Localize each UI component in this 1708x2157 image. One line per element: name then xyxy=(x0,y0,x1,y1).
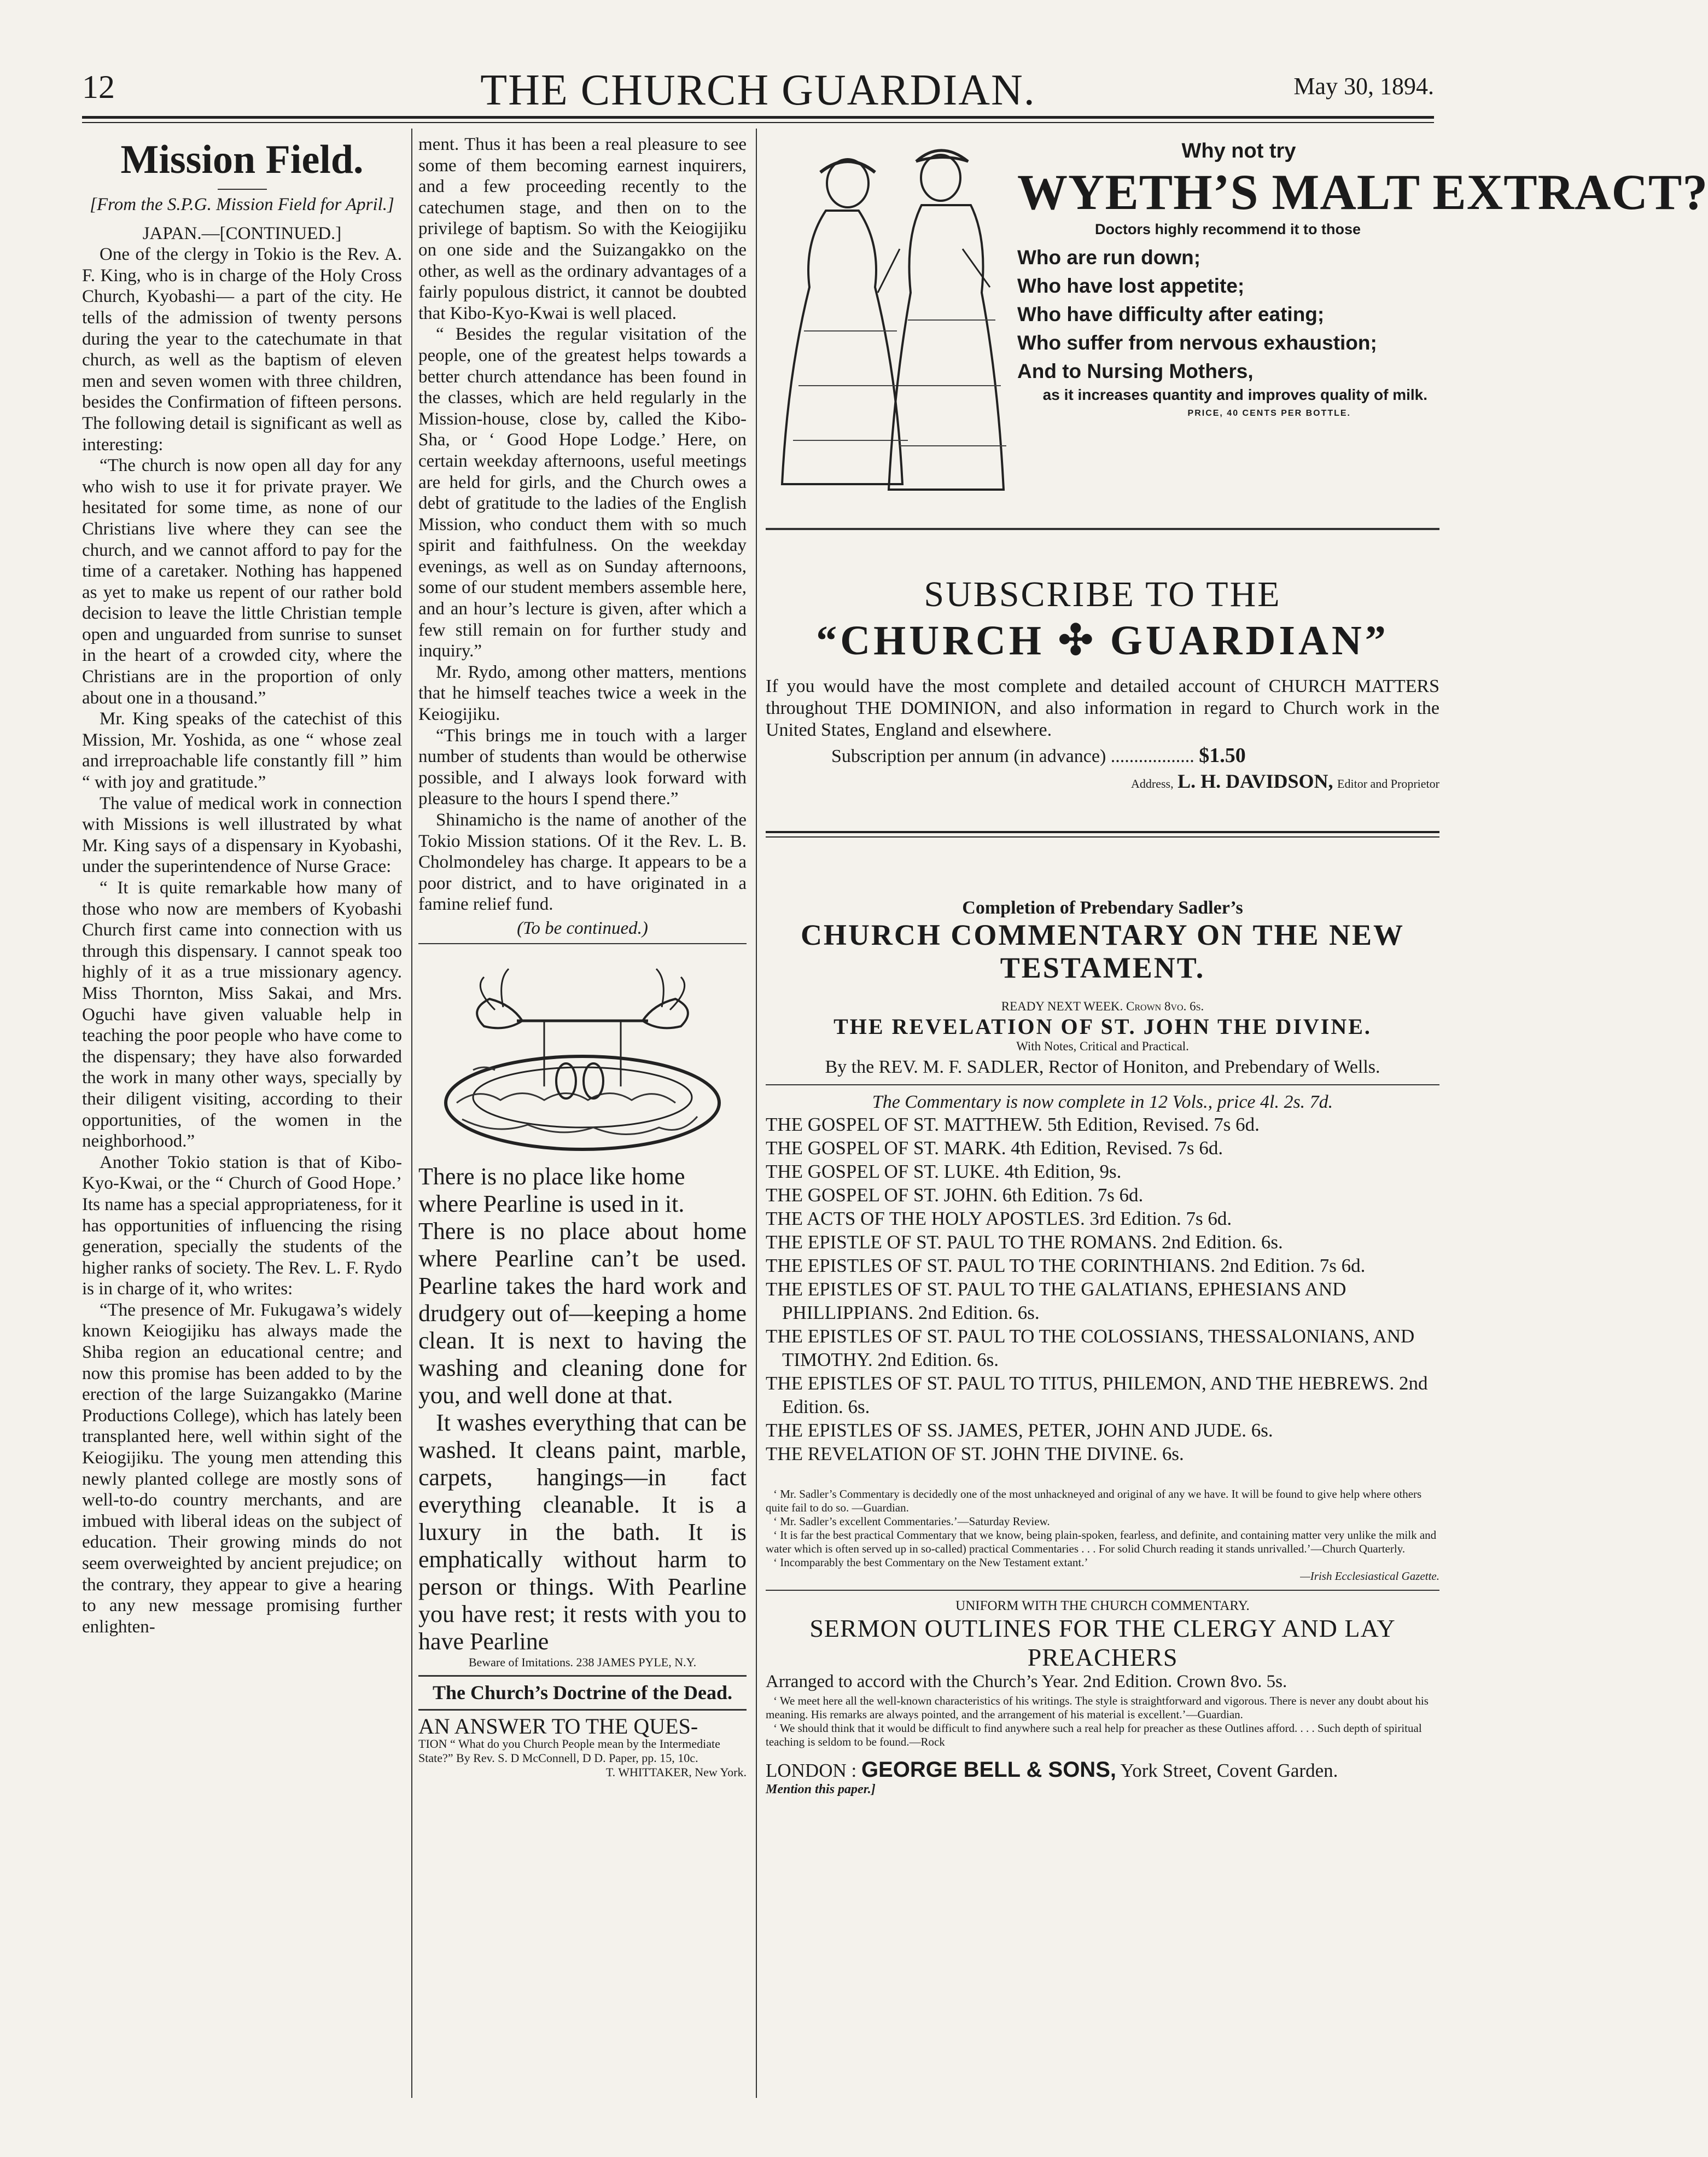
sadler-complete: The Commentary is now complete in 12 Vols., price 4l. 2s. 7d. xyxy=(872,1092,1333,1112)
wyeth-doctors: Doctors highly recommend it to those xyxy=(1094,221,1361,237)
column-divider xyxy=(756,129,757,2098)
sadler-notes: With Notes, Critical and Practical. xyxy=(1016,1039,1189,1053)
article-paragraph: The value of medical work in connection with Missions is well illustrated by what Mr. King says of a dispensary in Kyobashi, under the superintendence of Nurse Grace: xyxy=(82,793,402,877)
review-quote: ‘ Mr. Sadler’s Commentary is decidedly one of the most unhackneyed and original of any we have. It will be found to give help where others quite fail to do so. —Guardian. xyxy=(766,1487,1422,1514)
divider xyxy=(218,189,267,190)
sadler-reviews xyxy=(766,1487,1439,1583)
volume-item: THE EPISTLES OF SS. JAMES, PETER, JOHN AND JUDE. 6s. xyxy=(766,1420,1273,1441)
wyeth-who-list xyxy=(1017,243,1438,386)
volume-item: THE EPISTLE OF ST. PAUL TO THE ROMANS. 2nd Edition. 6s. xyxy=(766,1231,1283,1253)
divider xyxy=(766,528,1439,530)
sadler-completion: Completion of Prebendary Sadler’s xyxy=(962,898,1243,918)
review-quote: ‘ We should think that it would be difficult to find anywhere such a real help for preacher as these Outlines afford. . . . Such depth of spiritual teaching is seldom to be found.—Rock xyxy=(766,1722,1422,1748)
masthead-rule xyxy=(82,116,1434,123)
article-paragraph: Mr. Rydo, among other matters, mentions that he himself teaches twice a week in the Keiogijiku. xyxy=(418,662,747,725)
column-advertisements xyxy=(766,134,1708,2103)
volume-item: THE EPISTLES OF ST. PAUL TO THE GALATIANS, EPHESIANS AND PHILLIPPIANS. 2nd Edition. 6s. xyxy=(766,1278,1346,1323)
subscribe-line-2: “CHURCH ✣ GUARDIAN” xyxy=(816,618,1389,664)
column-mission-field xyxy=(82,134,402,2103)
volume-item: THE GOSPEL OF ST. LUKE. 4th Edition, 9s. xyxy=(766,1161,1122,1182)
sadler-author: By the REV. M. F. SADLER, Rector of Honiton, and Prebendary of Wells. xyxy=(825,1057,1380,1077)
article-paragraph: “ It is quite remarkable how many of those who now are members of Kyobashi Church first came into connection with us through this dispensary. I cannot speak too highly of it as a true missionary agency. Miss Thornton, Miss Sakai, and Mrs. Oguchi have given valuable help in teaching the poor people who have come to the dispensary; they have also forwarded the work in many other ways, specially by their diligent visiting, according to their opportunities, of the women in the neighborhood.” xyxy=(82,878,402,1152)
review-quote: ‘ It is far the best practical Commentary that we know, being plain-spoken, fearless, and definite, and containing matter very unlike the milk and water which is often served up in so-called) practical Commentaries . . . For solid Church reading it stands unrivalled.’—Church Quarterly. xyxy=(766,1528,1437,1555)
article-heading: Mission Field. xyxy=(120,137,364,182)
pearline-nest-illustration xyxy=(418,943,747,1163)
subscribe-body: If you would have the most complete and detailed account of CHURCH MATTERS throughout THE DOMINION, and also information in regard to Church work in the United States, England and elsewhere. xyxy=(766,676,1439,740)
article-paragraph: Another Tokio station is that of Kibo-Kyo-Kwai, or the “ Church of Good Hope.’ Its name has a special appropriateness, for it has opportunities of influencing the rising generation, specially the students of the higher ranks of society. The Rev. L. F. Rydo is in charge of it, who writes: xyxy=(82,1152,402,1299)
divider xyxy=(766,1084,1439,1085)
wyeth-why: Why not try xyxy=(1181,139,1296,162)
review-quote: ‘ We meet here all the well-known characteristics of his writings. The style is straightforward and vigorous. There is never any doubt about his meaning. His remarks are always pointed, and the arrangement of his material is excellent.’—Guardian. xyxy=(766,1694,1429,1721)
volume-item: THE EPISTLES OF ST. PAUL TO TITUS, PHILEMON, AND THE HEBREWS. 2nd Edition. 6s. xyxy=(766,1373,1428,1417)
subscribe-advertisement xyxy=(766,574,1439,793)
publisher-address: York Street, Covent Garden. xyxy=(1120,1760,1338,1781)
article-paragraph: “The presence of Mr. Fukugawa’s widely known Keiogijiku has always made the Shiba region an educational centre; and now this promise has been added to by the erection of the large Suizangakko (Marine Productions College), which has lately been transplanted here, well within sight of the Keiogijiku. The young men attending this newly planted college are mostly sons of well-to-do country merchants, and are imbued with liberal ideas on the subject of education. Their growing minds do not seem overweighted by ancient prejudice; on the contrary, they appear to give a hearing to any new message promising further enlighten- xyxy=(82,1300,402,1637)
review-quote: ‘ Mr. Sadler’s excellent Commentaries.’—Saturday Review. xyxy=(773,1515,1050,1528)
doctrine-answer-lead: AN ANSWER TO THE QUES- xyxy=(418,1713,698,1739)
divider xyxy=(418,1709,747,1711)
newspaper-title: THE CHURCH GUARDIAN. xyxy=(480,66,1036,114)
wyeth-who-item: Who have lost appetite; xyxy=(1017,275,1245,297)
page-number: 12 xyxy=(82,69,115,105)
sermon-reviews xyxy=(766,1694,1439,1749)
address-role: Editor and Proprietor xyxy=(1337,777,1439,790)
sermon-arranged: Arranged to accord with the Church’s Year. 2nd Edition. Crown 8vo. 5s. xyxy=(766,1672,1287,1691)
subscribe-line-1: SUBSCRIBE TO THE xyxy=(924,574,1281,614)
subscribe-price: $1.50 xyxy=(1199,744,1246,767)
section-heading: JAPAN.—[CONTINUED.] xyxy=(142,223,342,243)
masthead xyxy=(0,0,1516,131)
article-paragraph: “This brings me in touch with a larger number of students than would be otherwise possible, and I always look forward with pleasure to the hours I spend there.” xyxy=(418,725,747,809)
nest-illustration xyxy=(418,944,747,1163)
column-continued xyxy=(418,134,747,2103)
article-paragraph: “ Besides the regular visitation of the people, one of the greatest helps towards a better church attendance has been found in the classes, which are held regularly in the Mission-house, close by, called the Kibo-Sha, or ‘ Good Hope Lodge.’ Here, on certain weekday afternoons, useful meetings are held for girls, and the Church owes a debt of gratitude to the ladies of the English Mission, who conduct them with so much spirit and faithfulness. On the weekday evenings, as well as on Sunday afternoons, some of our student members assemble here, and an hour’s lecture is given, after which a few still remain on for further study and inquiry.” xyxy=(418,324,747,661)
to-be-continued: (To be continued.) xyxy=(517,918,648,938)
wyeth-product-name: WYETH’S MALT EXTRACT? xyxy=(1017,164,1708,220)
volume-item: THE GOSPEL OF ST. MARK. 4th Edition, Revised. 7s 6d. xyxy=(766,1137,1223,1159)
wyeth-increases: as it increases quantity and improves quality of milk. xyxy=(1042,386,1427,403)
wyeth-copy xyxy=(1017,139,1708,418)
pearline-lead: There is no place like home xyxy=(418,1162,685,1190)
volume-item: THE GOSPEL OF ST. JOHN. 6th Edition. 7s 6d. xyxy=(766,1184,1144,1206)
doctrine-publisher: T. WHITTAKER, New York. xyxy=(605,1765,747,1780)
volume-item: THE EPISTLES OF ST. PAUL TO THE CORINTHIANS. 2nd Edition. 7s 6d. xyxy=(766,1255,1366,1276)
volume-item: THE REVELATION OF ST. JOHN THE DIVINE. 6s. xyxy=(766,1443,1184,1464)
article-paragraph: Mr. King speaks of the catechist of this Mission, Mr. Yoshida, as one “ whose zeal and irreproachable life constantly fill ” him “ with joy and gratitude.” xyxy=(82,709,402,793)
wyeth-price: PRICE, 40 CENTS PER BOTTLE. xyxy=(1187,409,1351,418)
doctrine-answer-body: TION “ What do you Church People mean by the Intermediate State?” By Rev. S. D McConnell, D D. Paper, pp. 15, 10c. xyxy=(418,1737,720,1765)
volume-list xyxy=(766,1113,1439,1466)
pearline-lead-2: where Pearline is used in it. xyxy=(418,1190,685,1217)
pearline-advertisement xyxy=(418,1163,747,1670)
volume-item: THE EPISTLES OF ST. PAUL TO THE COLOSSIANS, THESSALONIANS, AND TIMOTHY. 2nd Edition. 6s. xyxy=(766,1325,1415,1370)
wyeth-who-item: Who suffer from nervous exhaustion; xyxy=(1017,332,1377,354)
volume-item: THE ACTS OF THE HOLY APOSTLES. 3rd Edition. 7s 6d. xyxy=(766,1208,1232,1229)
pearline-paragraph: There is no place about home where Pearline can’t be used. Pearline takes the hard work and drudgery out of—keeping a home clean. It is next to having the washing and cleaning done for you, and well done at that. xyxy=(418,1217,747,1409)
sadler-ready: READY NEXT WEEK. Crown 8vo. 6s. xyxy=(1001,999,1204,1013)
sadler-advertisement xyxy=(766,898,1439,1797)
wyeth-who-item: Who have difficulty after eating; xyxy=(1017,303,1325,325)
subscribe-address xyxy=(766,770,1439,793)
address-label: Address, xyxy=(1131,777,1174,790)
address-name: L. H. DAVIDSON, xyxy=(1177,770,1333,792)
article-source: [From the S.P.G. Mission Field for April.] xyxy=(90,195,394,214)
review-source: —Irish Ecclesiastical Gazette. xyxy=(1300,1569,1439,1583)
doctrine-title: The Church’s Doctrine of the Dead. xyxy=(433,1681,732,1703)
article-paragraph: “The church is now open all day for any who wish to use it for private prayer. We hesitated for some time, as none of our Christians live where they can see the church, and we cannot afford to pay for the time of a caretaker. Nothing has happened as yet to make us repent of our rather bold decision to leave the little Christian temple open and unguarded from sunrise to sunset in the heart of a crowded city, where the Christians are in the proportion of only about one in a thousand.” xyxy=(82,456,402,708)
wyeth-advertisement xyxy=(766,134,1708,528)
column-divider xyxy=(411,129,412,2098)
subscribe-price-label: Subscription per annum (in advance) .................. xyxy=(831,746,1194,766)
london-label: LONDON : xyxy=(766,1760,857,1781)
sermon-outlines-title: SERMON OUTLINES FOR THE CLERGY AND LAY PREACHERS xyxy=(809,1614,1396,1671)
two-women-illustration xyxy=(782,139,1012,511)
pearline-footer: Beware of Imitations. 238 JAMES PYLE, N.Y. xyxy=(468,1655,697,1669)
publisher-line xyxy=(766,1758,1439,1782)
divider xyxy=(418,1675,747,1677)
review-quote: ‘ Incomparably the best Commentary on the New Testament extant.’ xyxy=(773,1556,1088,1569)
article-paragraph: ment. Thus it has been a real pleasure to see some of them becoming earnest inquirers, and a few proceeding recently to the catechumen stage, and then on to the privilege of baptism. So with the Keiogijiku on one side and the Suizangakko on the other, as well as the ordinary advantages of a fairly populous district, it cannot be doubted that Kibo-Kyo-Kwai is well placed. xyxy=(418,135,747,323)
wyeth-who-item: And to Nursing Mothers, xyxy=(1017,360,1254,382)
publisher-name: GEORGE BELL & SONS, xyxy=(861,1758,1116,1782)
sadler-revelation: THE REVELATION OF ST. JOHN THE DIVINE. xyxy=(833,1014,1372,1039)
mention-paper: Mention this paper.] xyxy=(766,1782,876,1796)
issue-date: May 30, 1894. xyxy=(1293,73,1434,100)
uniform-note: UNIFORM WITH THE CHURCH COMMENTARY. xyxy=(955,1598,1250,1613)
sadler-heading: CHURCH COMMENTARY ON THE NEW TESTAMENT. xyxy=(800,918,1405,984)
article-paragraph: Shinamicho is the name of another of the Tokio Mission stations. Of it the Rev. L. B. Cholmondeley has charge. It appears to be a poor district, and to have originated in a famine relief fund. xyxy=(418,810,747,915)
divider xyxy=(766,1590,1439,1591)
subscribe-price-line xyxy=(831,743,1439,768)
volume-item: THE GOSPEL OF ST. MATTHEW. 5th Edition, Revised. 7s 6d. xyxy=(766,1114,1260,1135)
wyeth-who-item: Who are run down; xyxy=(1017,246,1201,269)
article-paragraph: One of the clergy in Tokio is the Rev. A. F. King, who is in charge of the Holy Cross Church, Kyobashi— a part of the city. He tells of the admission of twenty persons during the year to the catechumate in that church, as well as the baptism of eleven men and seven women with three children, besides the Confirmation of fifteen persons. The following detail is significant as well as interesting: xyxy=(82,245,402,455)
double-rule xyxy=(766,831,1439,838)
pearline-paragraph: It washes everything that can be washed. It cleans paint, marble, carpets, hangings—in fact everything cleanable. It is a luxury in the bath. It is emphatically without harm to person or things. With Pearline you have rest; it rests with you to have Pearline xyxy=(418,1409,747,1655)
